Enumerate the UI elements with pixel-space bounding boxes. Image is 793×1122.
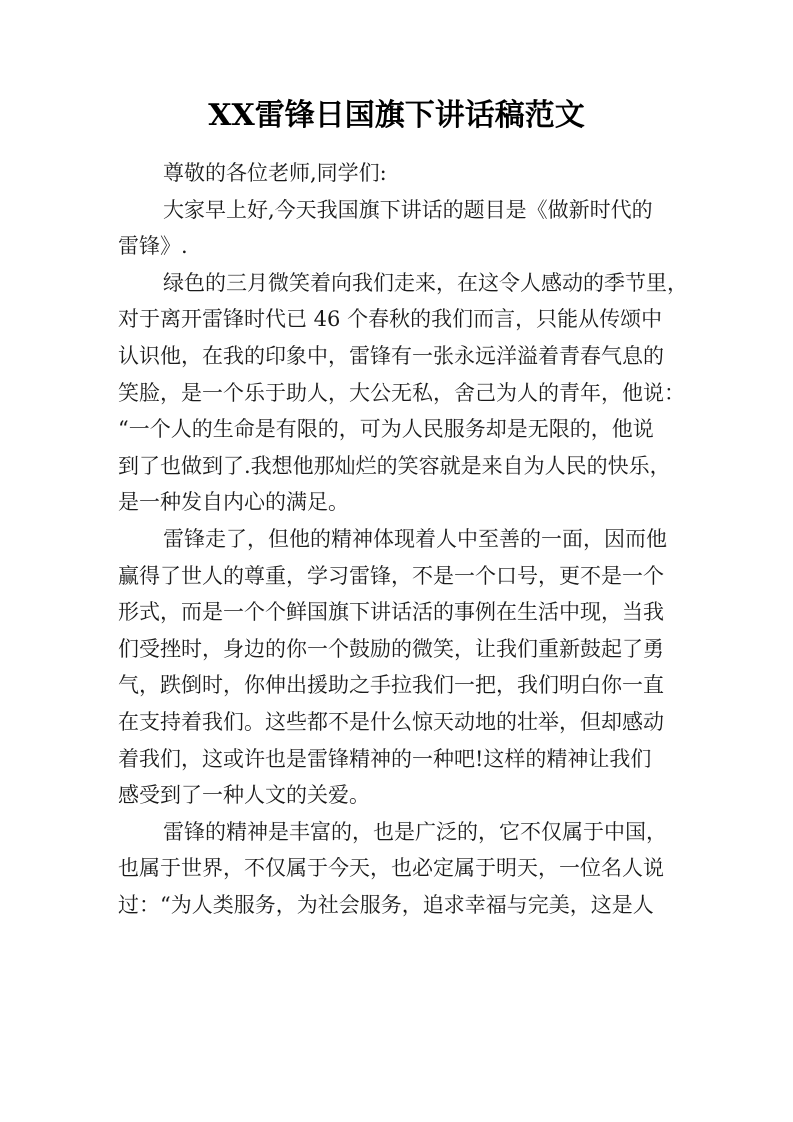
document-title: XX雷锋日国旗下讲话稿范文 xyxy=(208,98,585,133)
paragraph-line: 赢得了世人的尊重，学习雷锋，不是一个口号，更不是一个 xyxy=(118,563,664,588)
paragraph-line: 到了也做到了.我想他那灿烂的笑容就是来自为人民的快乐， xyxy=(118,453,671,478)
salutation-line: 尊敬的各位老师,同学们: xyxy=(163,161,387,185)
paragraph-line: 过：“为人类服务，为社会服务，追求幸福与完美，这是人 xyxy=(118,892,654,917)
document-body xyxy=(118,155,688,923)
paragraph-line: 认识他，在我的印象中，雷锋有一张永远洋溢着青春气息的 xyxy=(118,343,664,368)
paragraph-line: 感受到了一种人文的关爱。 xyxy=(118,783,370,808)
paragraph-line: 大家早上好,今天我国旗下讲话的题目是《做新时代的 xyxy=(163,197,653,222)
paragraph-line: 雷锋》. xyxy=(118,234,188,259)
paragraph-line: 笑脸，是一个乐于助人，大公无私，舍己为人的青年，他说： xyxy=(118,380,685,405)
paragraph-line: 绿色的三月微笑着向我们走来，在这令人感动的季节里， xyxy=(163,270,688,295)
paragraph-line: 雷锋走了，但他的精神体现着人中至善的一面，因而他 xyxy=(163,526,667,551)
paragraph-line: 们受挫时，身边的你一个鼓励的微笑，让我们重新鼓起了勇 xyxy=(118,636,664,661)
paragraph-line: 是一种发自内心的满足。 xyxy=(118,490,349,515)
paragraph-line: 在支持着我们。这些都不是什么惊天动地的壮举，但却感动 xyxy=(118,709,664,734)
paragraph-line: 对于离开雷锋时代已 46 个春秋的我们而言，只能从传颂中 xyxy=(118,307,663,332)
paragraph-line: “一个人的生命是有限的，可为人民服务却是无限的，他说 xyxy=(118,417,654,442)
paragraph-line: 气，跌倒时，你伸出援助之手拉我们一把，我们明白你一直 xyxy=(118,673,664,698)
paragraph-line: 形式，而是一个个鲜国旗下讲话活的事例在生活中现，当我 xyxy=(118,600,664,625)
paragraph-line: 着我们，这或许也是雷锋精神的一种吧!这样的精神让我们 xyxy=(118,746,652,771)
paragraph-line: 也属于世界，不仅属于今天，也必定属于明天，一位名人说 xyxy=(118,856,664,881)
paragraph-line: 雷锋的精神是丰富的，也是广泛的，它不仅属于中国， xyxy=(163,819,667,844)
